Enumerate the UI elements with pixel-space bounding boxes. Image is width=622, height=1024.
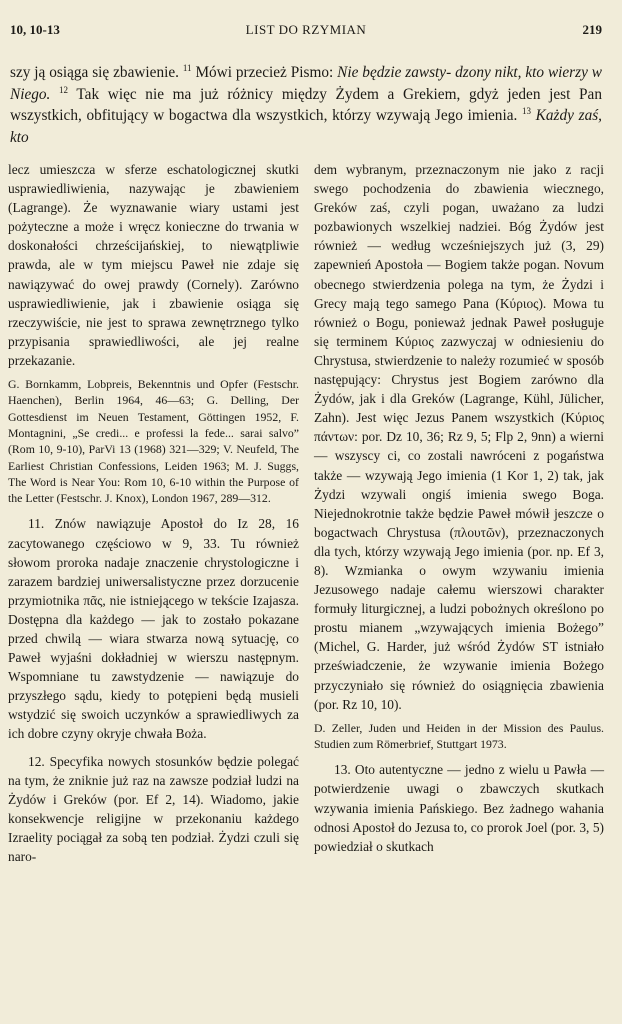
bibliography-note: G. Bornkamm, Lobpreis, Bekenntnis und Opfer (Festschr. Haenchen), Berlin 1964, 46—63; G. Delling, Der Gottesdienst im Neuen Testament, Göttingen 1952, F. Montagnini, „Se credi... e professi la fede... sarai salvo” (Rom 10, 9-10), ParVi 13 (1968) 321—329; V. Neufeld, The Earliest Christian Confessions, Leiden 1963; M. J. Suggs, The Word is Near You: Rom 10, 6-10 within the Purpose of the Letter (Festschr. J. Knox), London 1967, 289—312. [8, 377, 299, 506]
commentary-verse-13: 13. Oto autentyczne — jedno z wielu u Pawła — potwierdzenie uwagi o zbawczych skutkach wzywania imienia Pańskiego. Bez żadnego wahania odnosi Apostoł do Jezusa to, co prorok Joel (por. 3, 5) powiedział o skutkach [314, 762, 604, 854]
bibliography-note: D. Zeller, Juden und Heiden in der Mission des Paulus. Studien zum Römerbrief, Stuttgart 1973. [314, 720, 604, 752]
page-number: 219 [582, 22, 602, 37]
verse-number: 11 [182, 62, 192, 73]
chapter-reference: 10, 10-13 [10, 22, 60, 37]
commentary-right-column [314, 160, 604, 856]
scripture-text-segment: Mówi przecież Pismo: [191, 64, 338, 81]
scripture-text-segment: Tak więc nie ma już różnicy między Żydem a Grekiem, gdyż jeden jest Pan wszystkich, obfitujący w bogactwa dla wszystkich, którzy wzywają Jego imienia. [10, 85, 602, 124]
scripture-paragraph [10, 62, 602, 148]
scripture-quote: Nie będzie zawsty- dzony nikt, kto wierzy w Niego. [10, 64, 602, 103]
commentary-paragraph: lecz umieszcza w sferze eschatologicznej skutki usprawiedliwienia, nazywając je zbawieniem (Lagrange). Że wyznawanie wiary ustami jest pożyteczne a może i wręcz konieczne do trwania w doskonałości chrześcijańskiej, to niewątpliwie prawda, ale w tym miejscu Paweł nie zdaje się nawiązywać do owej prawdy (Cornely). Zarówno usprawiedliwienie, jak i zbawienie osiąga się rzeczywiście, nie jest to sprawa zewnętrznego tylko przypisania sprawiedliwości, ale jej realne przekazanie. [8, 162, 299, 368]
commentary-left-column [8, 160, 299, 866]
verse-number: 13 [522, 105, 531, 116]
running-title: LIST DO RZYMIAN [245, 22, 367, 37]
commentary-paragraph: dem wybranym, przeznaczonym nie jako z racji swego pochodzenia do zbawienia wiecznego, Greków zaś, czyli pogan, uważano za ludzi pozbawionych wszelkiej nadziei. Bóg Żydów jest również — według wcześniejszych już (3, 29) zapewnień Apostoła — Bogiem także pogan. Novum obecnego stwierdzenia polega na tym, że Żydzi i Grecy mają tego samego Pana (Κύριος). Mowa tu również o Bogu, ponieważ jednak Paweł posługuje się terminem Κύριος zazwyczaj w odniesieniu do Chrystusa, stwierdzenie to należy rozumieć w sposób następujący: Chrystus jest Bogiem zarówno dla Żydów, jak i dla Greków (Lagrange, Kühl, Jülicher, Zahn). Jest więc Jezus Panem wszystkich (Κύριος πάντων: por. Dz 10, 36; Rz 9, 5; Flp 2, 9nn) a wierni — wszyscy ci, co zostali nawróceni z pogaństwa także — wzywają Jego imienia (1 Kor 1, 2) tak, jak Żydzi wzywali ongiś imienia swego Boga. Niejednokrotnie także będzie Paweł mówił jeszcze o bogactwach Chrystusa (πλουτῶν), przeznaczonych dla tych, którzy wzywają Jego imienia (por. np. Ef 3, 8). Wzmianka o owym wzywaniu imienia Jezusowego nadaje całemu wierszowi charakter formuły liturgicznej, a ludzi pobożnych określono po prostu mianem „wzywających imienia Bożego” (Michel, G. Harder, już wśród Żydów ST istniało przeświadczenie, że wzywanie imienia Bożego przyczyniało się również do osiągnięcia zbawienia (por. Rz 10, 10). [314, 162, 604, 712]
scripture-text-segment: szy ją osiąga się zbawienie. [10, 64, 183, 81]
scripture-text [10, 62, 602, 148]
verse-number: 12 [59, 84, 69, 95]
commentary-verse-11: 11. Znów nawiązuje Apostoł do Iz 28, 16 zacytowanego częściowo w 9, 33. Tu również słowom proroka nadaje znaczenie chrystologiczne i zarazem bardziej uniwersalistyczne przez dorzucenie przymiotnika πᾶς, nie istniejącego w tekście Izajasza. Dostępna dla każdego — jak to zostało pokazane przed chwilą — wiara stwarza nową sytuację, co Paweł wyjaśni dokładniej w wierszu następnym. Wspomniane tu zawstydzenie — nawiązuje do przyszłego sądu, kiedy to potępieni będą musieli wstydzić się swoich uczynków a sprawiedliwych za ich dobre czyny okryje chwała Boża. [8, 516, 299, 742]
scripture-quote: Każdy zaś, kto [10, 107, 602, 146]
commentary-verse-12: 12. Specyfika nowych stosunków będzie polegać na tym, że zniknie już raz na zawsze podział ludzi na Żydów i Greków (por. Ef 2, 14). Wiadomo, jakie konsekwencje religijne w przekonaniu każdego Izraelity pociągał za sobą ten podział. Żydzi czuli się naro- [8, 753, 299, 864]
page-header [10, 22, 602, 42]
